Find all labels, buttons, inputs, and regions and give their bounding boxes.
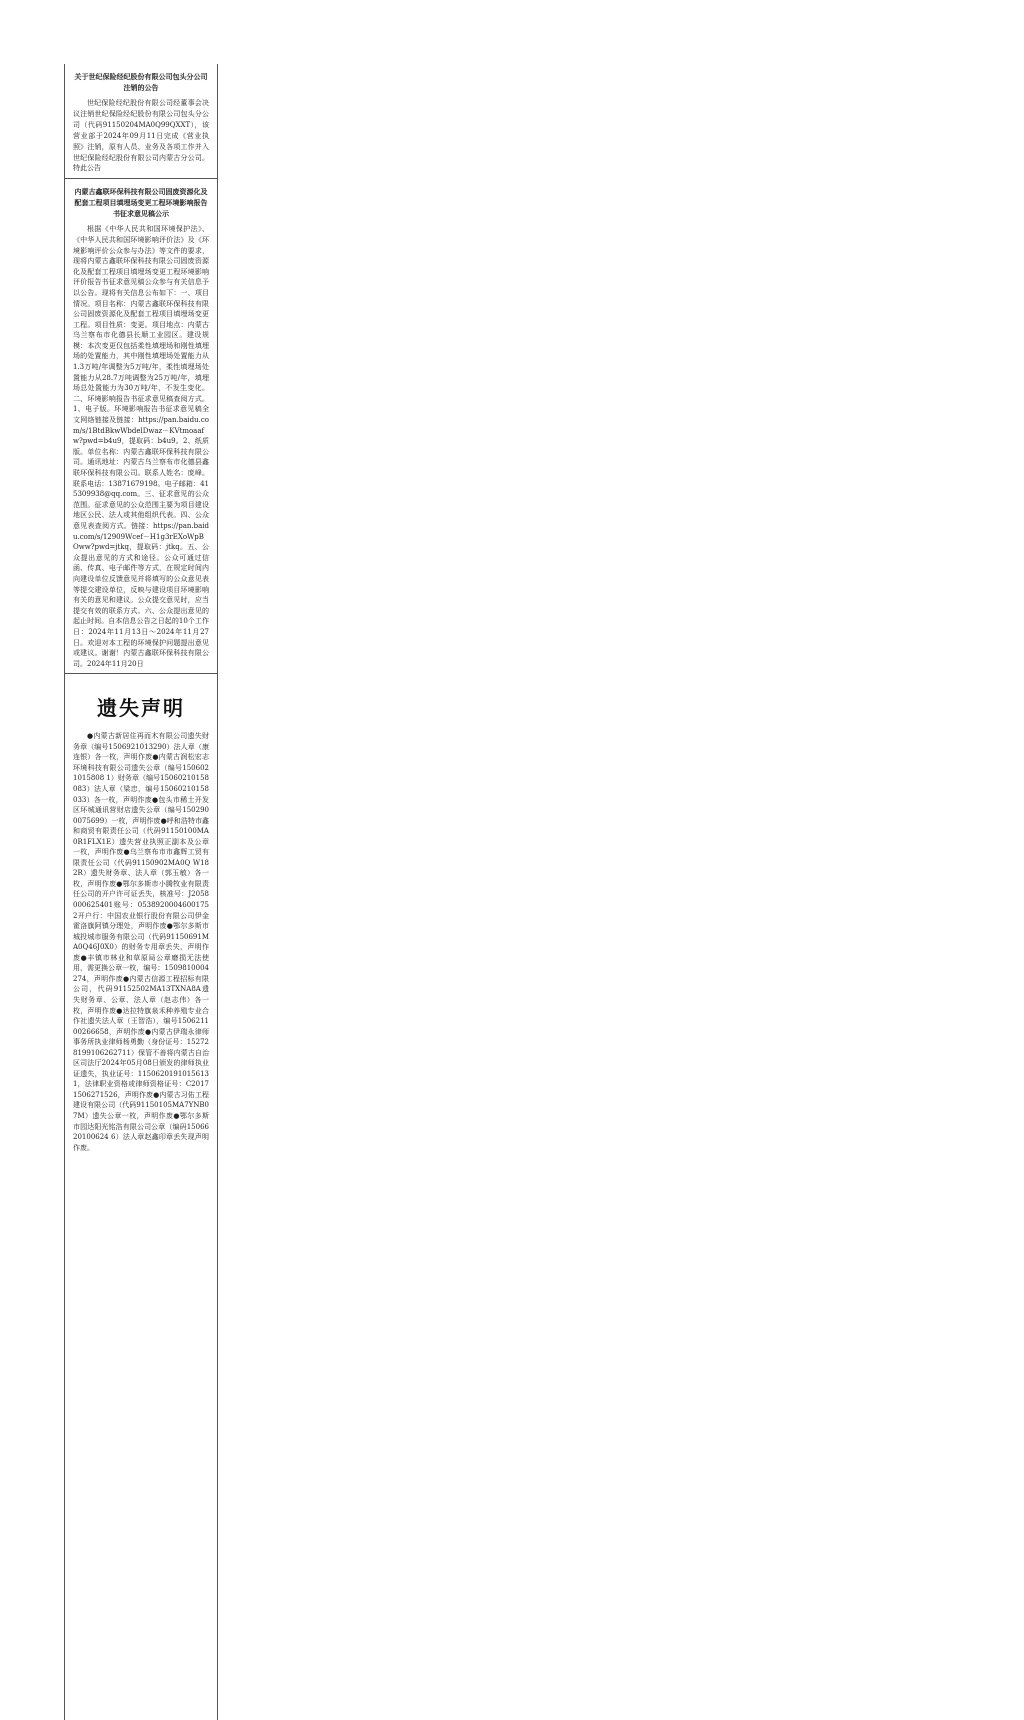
notice-title: 关于世纪保险经纪股份有限公司包头分公司注销的公告 bbox=[74, 73, 208, 92]
notice-title: 内蒙古鑫联环保科技有限公司固废资源化及配套工程项目填埋场变更工程环境影响报告书征求意见稿公示 bbox=[74, 188, 208, 219]
lost-statements-section bbox=[65, 674, 217, 1157]
notice-body: 根据《中华人民共和国环境保护法》、《中华人民共和国环境影响评价法》及《环境影响评价公众参与办法》等文件的要求，现将内蒙古鑫联环保科技有限公司固废资源化及配套工程项目填埋场变更工程环境影响评价报告书征求意见稿公众参与有关信息予以公告。现将有关信息公布如下：一、项目情况。项目名称：内蒙古鑫联环保科技有限公司固废资源化及配套工程项目填埋场变更工程。项目性质：变更。项目地点：内蒙古乌兰察布市化德县长顺工业园区。建设规模：本次变更仅包括柔性填埋场和刚性填埋场的处置能力，其中刚性填埋场处置能力从1.3万吨/年调整为5万吨/年，柔性填埋场处置能力从28.7万吨调整为25万吨/年，填埋场总处置能力为30万吨/年，不发生变化。二、环境影响报告书征求意见稿查阅方式。1、电子版。环境影响报告书征求意见稿全文网络链接及链接：https://pan.baidu.com/s/1BtdBkwWbdelDwaz－KVtmoaafw?pwd=b4u9，提取码：b4u9。2、纸质版。单位名称：内蒙古鑫联环保科技有限公司。通讯地址：内蒙古乌兰察布市化德县鑫联环保科技有限公司。联系人姓名：庞峰。联系电话：13871679198。电子邮箱：415309938@qq.com。三、征求意见的公众范围。征求意见的公众范围主要为项目建设地区公民、法人或其他组织代表。四、公众意见表查阅方式。链接：https://pan.baidu.com/s/12909Wcef－H1g3rEXoWpBOww?pwd=jtkq，提取码：jtkq。五、公众提出意见的方式和途径。公众可通过信函、传真、电子邮件等方式，在规定时间内向建设单位反馈意见并将填写的公众意见表等提交建设单位，反映与建设项目环境影响有关的意见和建议。公众提交意见时，应当提交有效的联系方式。六、公众提出意见的起止时间。自本信息公告之日起的10个工作日：2024年11月13日～2024年11月27日。欢迎对本工程的环境保护问题提出意见或建议。谢谢！内蒙古鑫联环保科技有限公司。2024年11月20日 bbox=[73, 225, 209, 668]
classifieds-column bbox=[64, 64, 218, 1720]
lost-statement-body: ●内蒙古新居住再而木有限公司遗失财务章（编号1506921013290）法人章（康连银）各一枚，声明作废●内蒙古润松宏志环境科技有限公司遗失公章（编号1506021015808 1）财务章（编号15060210158083）法人章（梁忠，编号15060210158033）各一枚，声明作废●包头市稀土开发区环城通讯营财店遗失公章（编号1502900075699）一枚，声明作废●呼和浩特市鑫和商贸有限责任公司（代码91150100MA0R1FLX1E）遗失营业执照正副本及公章一枚，声明作废●乌兰察布市市鑫辉工贸有限责任公司（代码91150902MA0Q W182R）遗失财务章、法人章（郭玉敏）各一枚，声明作废●鄂尔多斯市小腾牧业有限责任公司的开户许可证丢失，核准号：J2058000625401账号：05389200046001752开户行：中国农业银行股份有限公司伊金霍洛旗阿镇分理处，声明作废●鄂尔多斯市城投城市服务有限公司（代码91150691MA0Q46J0X0）的财务专用章丢失，声明作废●丰镇市林业和草原局公章磨损无法使用，需更换公章一枚，编号：1509810004274，声明作废●内蒙古信源工程招标有限公司，代码91152502MA13TXNA8A遗失财务章、公章、法人章（赵志伟）各一枚，声明作废●达拉特旗泉禾种养殖专业合作社遗失法人章（王智浩），编号150621100266658，声明作废●内蒙古伊瑞永律师事务所执业律师杨勇勤（身份证号：152728199106262711）保管不善将内蒙古自治区司法厅2024年05月08日颁发的律师执业证遗失，执业证号：11506201910156131，法律职业资格或律师资格证号：C20171506271526，声明作废●内蒙古习佑工程建设有限公司（代码91150105MA7YNB07M）遗失公章一枚，声明作废●鄂尔多斯市园达阳光铭浩有限公司公章（编码1506620100624 6）法人章赵鑫印章丢失现声明作废。 bbox=[73, 732, 209, 1152]
lost-statement-header: 遗失声明 bbox=[97, 696, 185, 721]
notice-branch-deregistration bbox=[65, 64, 217, 178]
notice-body: 世纪保险经纪股份有限公司经董事会决议注销世纪保险经纪股份有限公司包头分公司（代码91150204MA0Q99QXXT），该营业部于2024年09月11日完成《营业执照》注销，原有人员、业务及各项工作并入世纪保险经纪股份有限公司内蒙古分公司。特此公告 bbox=[73, 99, 209, 173]
notice-environmental-publicity bbox=[65, 179, 217, 673]
